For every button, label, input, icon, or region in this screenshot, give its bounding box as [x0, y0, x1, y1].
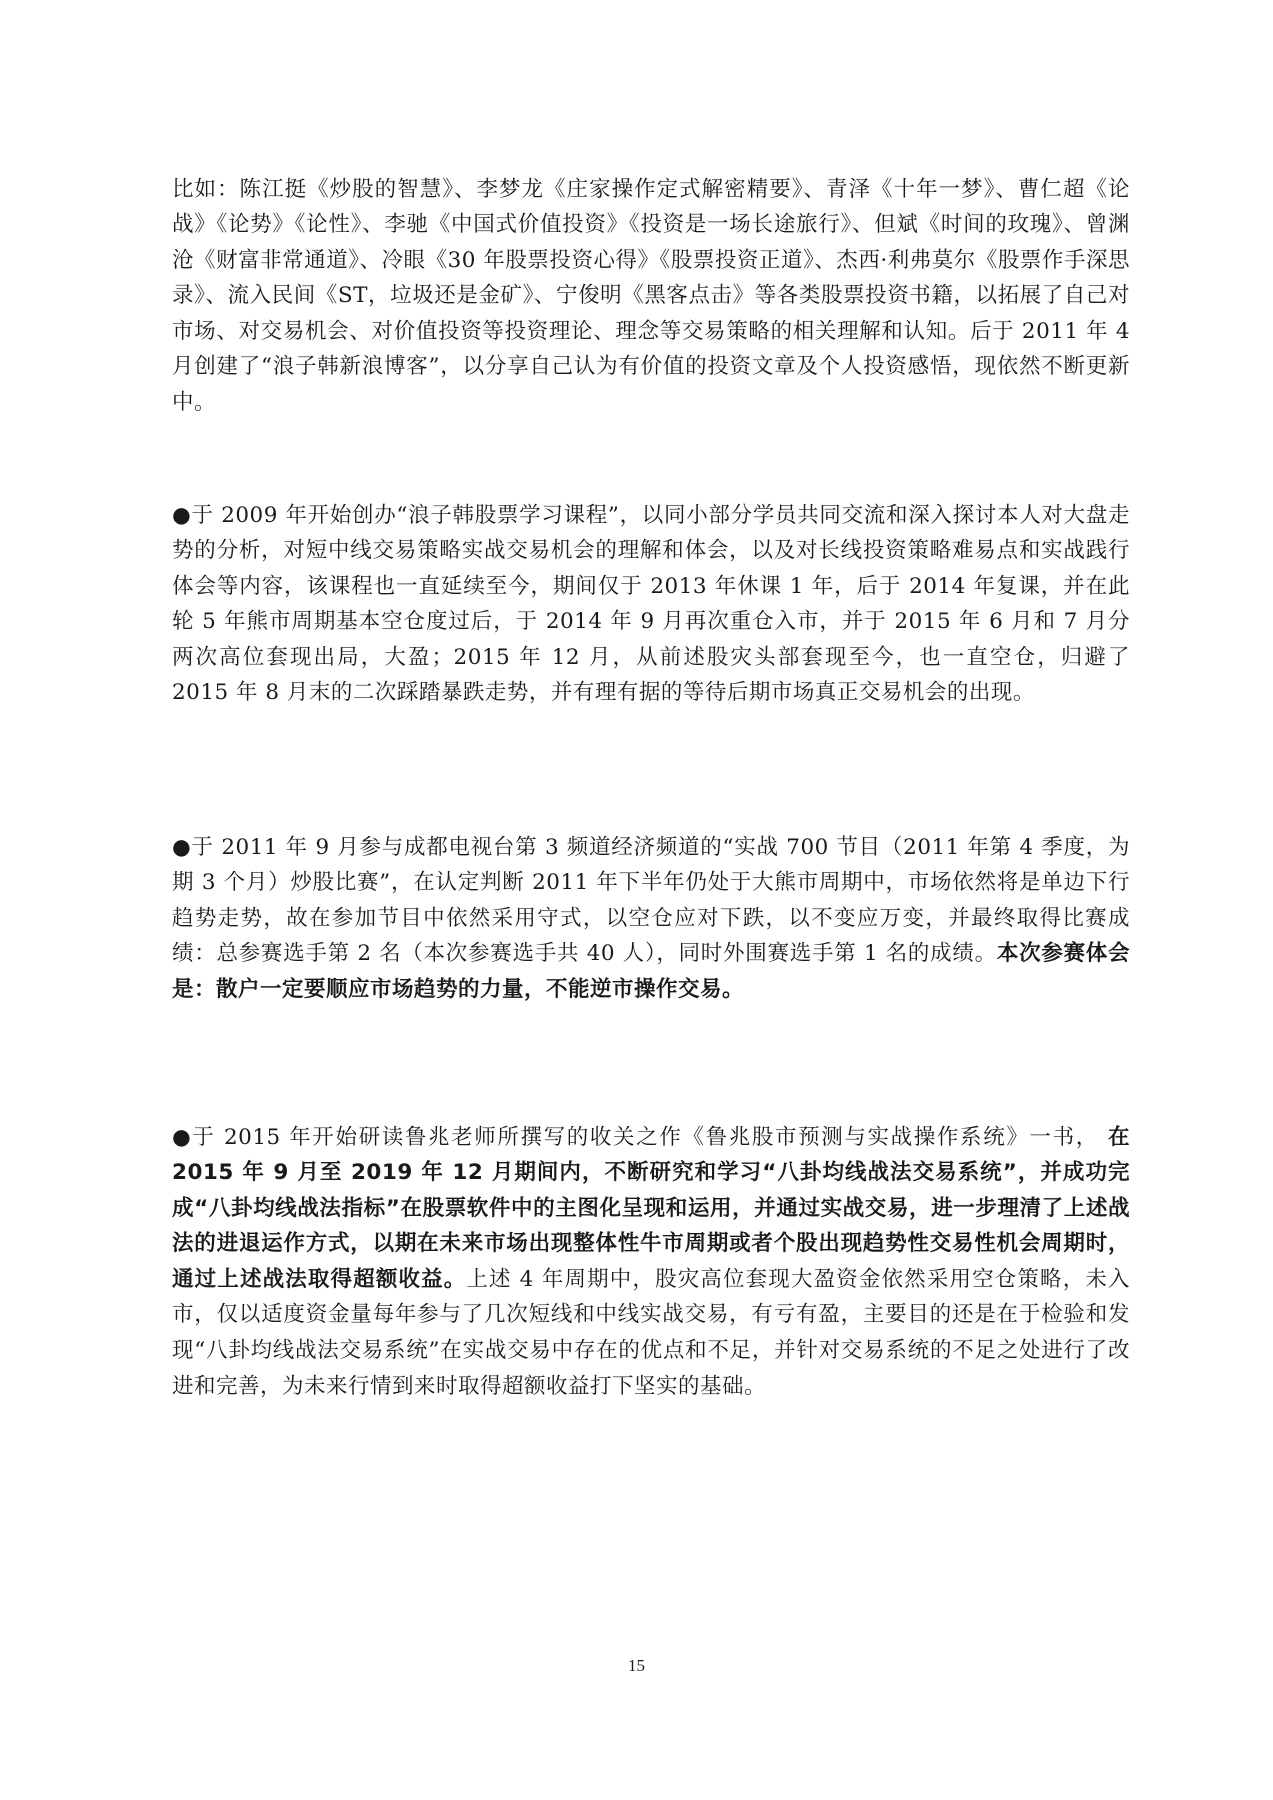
paragraph-bagua-system — [172, 1120, 1130, 1405]
paragraph-reading-list: 比如：陈江挺《炒股的智慧》、李梦龙《庄家操作定式解密精要》、青泽《十年一梦》、曹仁超《论战》《论势》《论性》、李驰《中国式价值投资》《投资是一场长途旅行》、但斌《时间的玫瑰》、曾渊沧《财富非常通道》、冷眼《30 年股票投资心得》《股票投资正道》、杰西·利弗莫尔《股票作手深思录》、流入民间《ST，垃圾还是金矿》、宁俊明《黑客点击》等各类股票投资书籍，以拓展了自己对市场、对交易机会、对价值投资等投资理论、理念等交易策略的相关理解和认知。后于 2011 年 4 月创建了“浪子韩新浪博客”，以分享自己认为有价值的投资文章及个人投资感悟，现依然不断更新中。 — [172, 176, 1130, 416]
page-number: 15 — [628, 1656, 645, 1675]
bagua-text-before: ●于 2015 年开始研读鲁兆老师所撰写的收关之作《鲁兆股市预测与实战操作系统》一书， — [172, 1124, 1099, 1150]
competition-text: ●于 2011 年 9 月参与成都电视台第 3 频道经济频道的“实战 700 节目（2011 年第 4 季度，为期 3 个月）炒股比赛”，在认定判断 2011 年下半年仍处于大熊市周期中，市场依然将是单边下行趋势走势，故在参加节目中依然采用守式，以空仓应对下跌，以不变应万变，并最终取得比赛成绩：总参赛选手第 2 名（本次参赛选手共 40 人），同时外围赛选手第 1 名的成绩。 — [172, 834, 1130, 967]
bagua-text-after: 上述 4 年周期中，股灾高位套现大盈资金依然采用空仓策略，未入市，仅以适度资金量每年参与了几次短线和中线实战交易，有亏有盈，主要目的还是在于检验和发现“八卦均线战法交易系统”在实战交易中存在的优点和不足，并针对交易系统的不足之处进行了改进和完善，为未来行情到来时取得超额收益打下坚实的基础。 — [172, 1266, 1130, 1399]
paragraph-course-history: ●于 2009 年开始创办“浪子韩股票学习课程”，以同小部分学员共同交流和深入探讨本人对大盘走势的分析，对短中线交易策略实战交易机会的理解和体会，以及对长线投资策略难易点和实战践行体会等内容，该课程也一直延续至今，期间仅于 2013 年休课 1 年，后于 2014 年复课，并在此轮 5 年熊市周期基本空仓度过后，于 2014 年 9 月再次重仓入市，并于 2015 年 6 月和 7 月分两次高位套现出局，大盈；2015 年 12 月，从前述股灾头部套现至今，也一直空仓，归避了 2015 年 8 月末的二次踩踏暴跌走势，并有理有据的等待后期市场真正交易机会的出现。 — [172, 502, 1130, 706]
bagua-bold-text: 在 2015 年 9 月至 2019 年 12 月期间内，不断研究和学习“八卦均线战法交易系统”，并成功完成“八卦均线战法指标”在股票软件中的主图化呈现和运用，并通过实战交易，进一步理清了上述战法的进退运作方式，以期在未来市场出现整体性牛市周期或者个股出现趋势性交易性机会周期时，通过上述战法取得超额收益。 — [172, 1124, 1130, 1292]
paragraph-competition — [172, 830, 1130, 1008]
competition-bold-takeaway: 本次参赛体会是：散户一定要顺应市场趋势的力量，不能逆市操作交易。 — [172, 941, 1130, 1002]
